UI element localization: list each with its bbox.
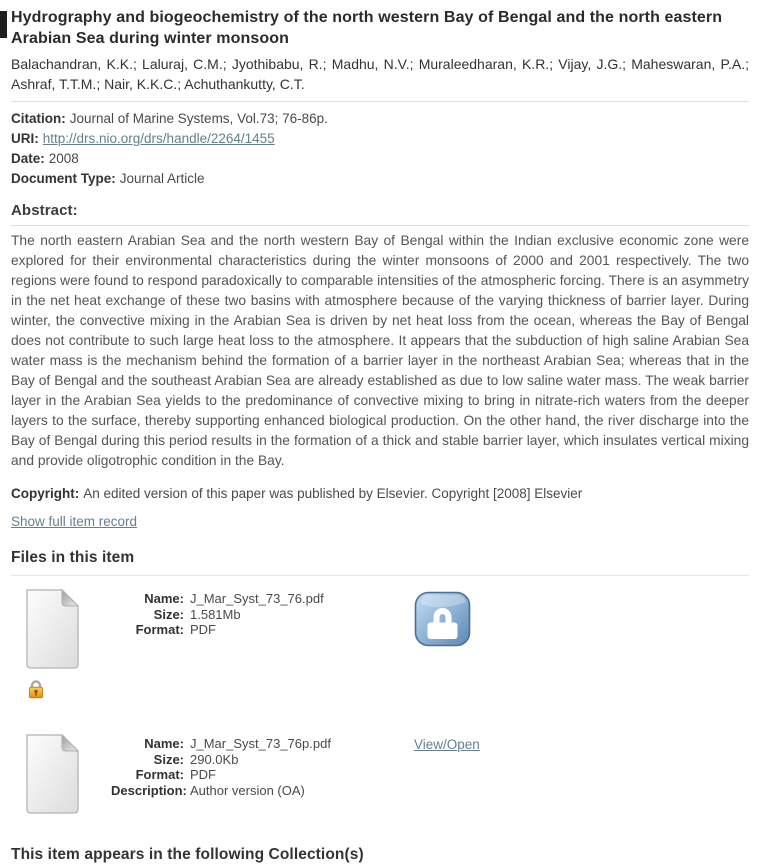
file-row — [11, 734, 749, 819]
file-row — [11, 589, 749, 704]
date-value: 2008 — [48, 151, 79, 166]
page-edge-bar — [0, 11, 7, 38]
file-description-value: Author version (OA) — [190, 782, 305, 798]
doctype-row — [11, 169, 749, 189]
file-icon — [23, 656, 81, 673]
file-action — [411, 734, 480, 819]
copyright-value: An edited version of this paper was published by Elsevier. Copyright [2008] Elsevier — [83, 486, 583, 501]
file-format-label: Format: — [135, 622, 184, 637]
uri-row — [11, 129, 749, 149]
copyright-label: Copyright: — [11, 486, 80, 501]
collections-section-heading: This item appears in the following Collection(s) — [11, 846, 364, 863]
abstract-text: The north eastern Arabian Sea and the north western Bay of Bengal within the Indian exclusive economic zone were explored for their environmental characteristics during the winter monsoons of 2000 and 2001 respectively. The two regions were found to respond paradoxically to comparable intensities of the atmospheric forcing. There is an asymmetry in the net heat exchange of these two basins with atmosphere because of the varying thickness of barrier layer. During winter, the convective mixing in the Arabian Sea is driven by net heat loss from the ocean, whereas the Bay of Bengal does not contribute to such large heat loss to the atmosphere. It appears that the subduction of high saline Arabian Sea water mass is the mechanism behind the formation of a barrier layer in the northeast Arabian Sea; whereas that in the Bay of Bengal and the southeast Arabian Sea are already established as due to low saline water mass. The weak barrier layer in the Arabian Sea yields to the predominance of convective mixing to bring in nitrate-rich waters from the deeper layers to the surface, thereby supporting enhanced biological production. On the other hand, the river discharge into the Bay of Bengal during this period results in the formation of a thick and stable barrier layer, which insulates vertical mixing and provide oligotrophic condition in the Bay. — [11, 233, 749, 468]
file-size-label: Size: — [153, 606, 184, 622]
citation-value: Journal of Marine Systems, Vol.73; 76-86p. — [69, 111, 328, 126]
file-name-value: J_Mar_Syst_73_76p.pdf — [190, 736, 331, 751]
file-icon-column — [11, 589, 111, 704]
view-open-link[interactable]: View/Open — [414, 737, 480, 752]
file-size-label: Size: — [153, 751, 184, 767]
doctype-value: Journal Article — [119, 171, 205, 186]
file-format-label: Format: — [135, 767, 184, 782]
citation-label: Citation: — [11, 111, 66, 126]
metadata-block — [11, 109, 749, 189]
file-action — [411, 589, 471, 704]
file-icon-column — [11, 734, 111, 819]
file-format-value: PDF — [190, 622, 216, 637]
lock-icon — [28, 678, 111, 704]
file-name-label: Name: — [144, 736, 184, 751]
files-section-heading: Files in this item — [11, 549, 749, 576]
file-meta — [111, 734, 411, 819]
file-name-value: J_Mar_Syst_73_76.pdf — [190, 591, 324, 606]
copyright-row — [11, 484, 749, 504]
uri-label: URI: — [11, 131, 39, 146]
item-record-page — [0, 7, 759, 864]
uri-link[interactable]: http://drs.nio.org/drs/handle/2264/1455 — [42, 131, 275, 146]
restricted-lock-icon[interactable] — [414, 591, 471, 652]
file-size-value: 1.581Mb — [190, 606, 241, 622]
citation-row — [11, 109, 749, 129]
file-meta — [111, 589, 411, 704]
file-description-label: Description: — [111, 782, 187, 798]
abstract-heading: Abstract: — [11, 202, 749, 226]
date-row — [11, 149, 749, 169]
divider — [11, 101, 749, 102]
file-name-label: Name: — [144, 591, 184, 606]
file-format-value: PDF — [190, 767, 216, 782]
doctype-label: Document Type: — [11, 171, 116, 186]
page-title: Hydrography and biogeochemistry of the north western Bay of Bengal and the north eastern Arabian Sea during winter monsoon — [11, 9, 723, 47]
authors-line: Balachandran, K.K.; Laluraj, C.M.; Jyothibabu, R.; Madhu, N.V.; Muraleedharan, K.R.; Vijay, J.G.; Maheswaran, P.A.; Ashraf, T.T.M.; Nair, K.K.C.; Achuthankutty, C.T. — [11, 56, 749, 92]
show-full-record-link[interactable]: Show full item record — [11, 514, 138, 529]
file-size-value: 290.0Kb — [190, 751, 239, 767]
date-label: Date: — [11, 151, 45, 166]
file-icon — [23, 801, 81, 818]
